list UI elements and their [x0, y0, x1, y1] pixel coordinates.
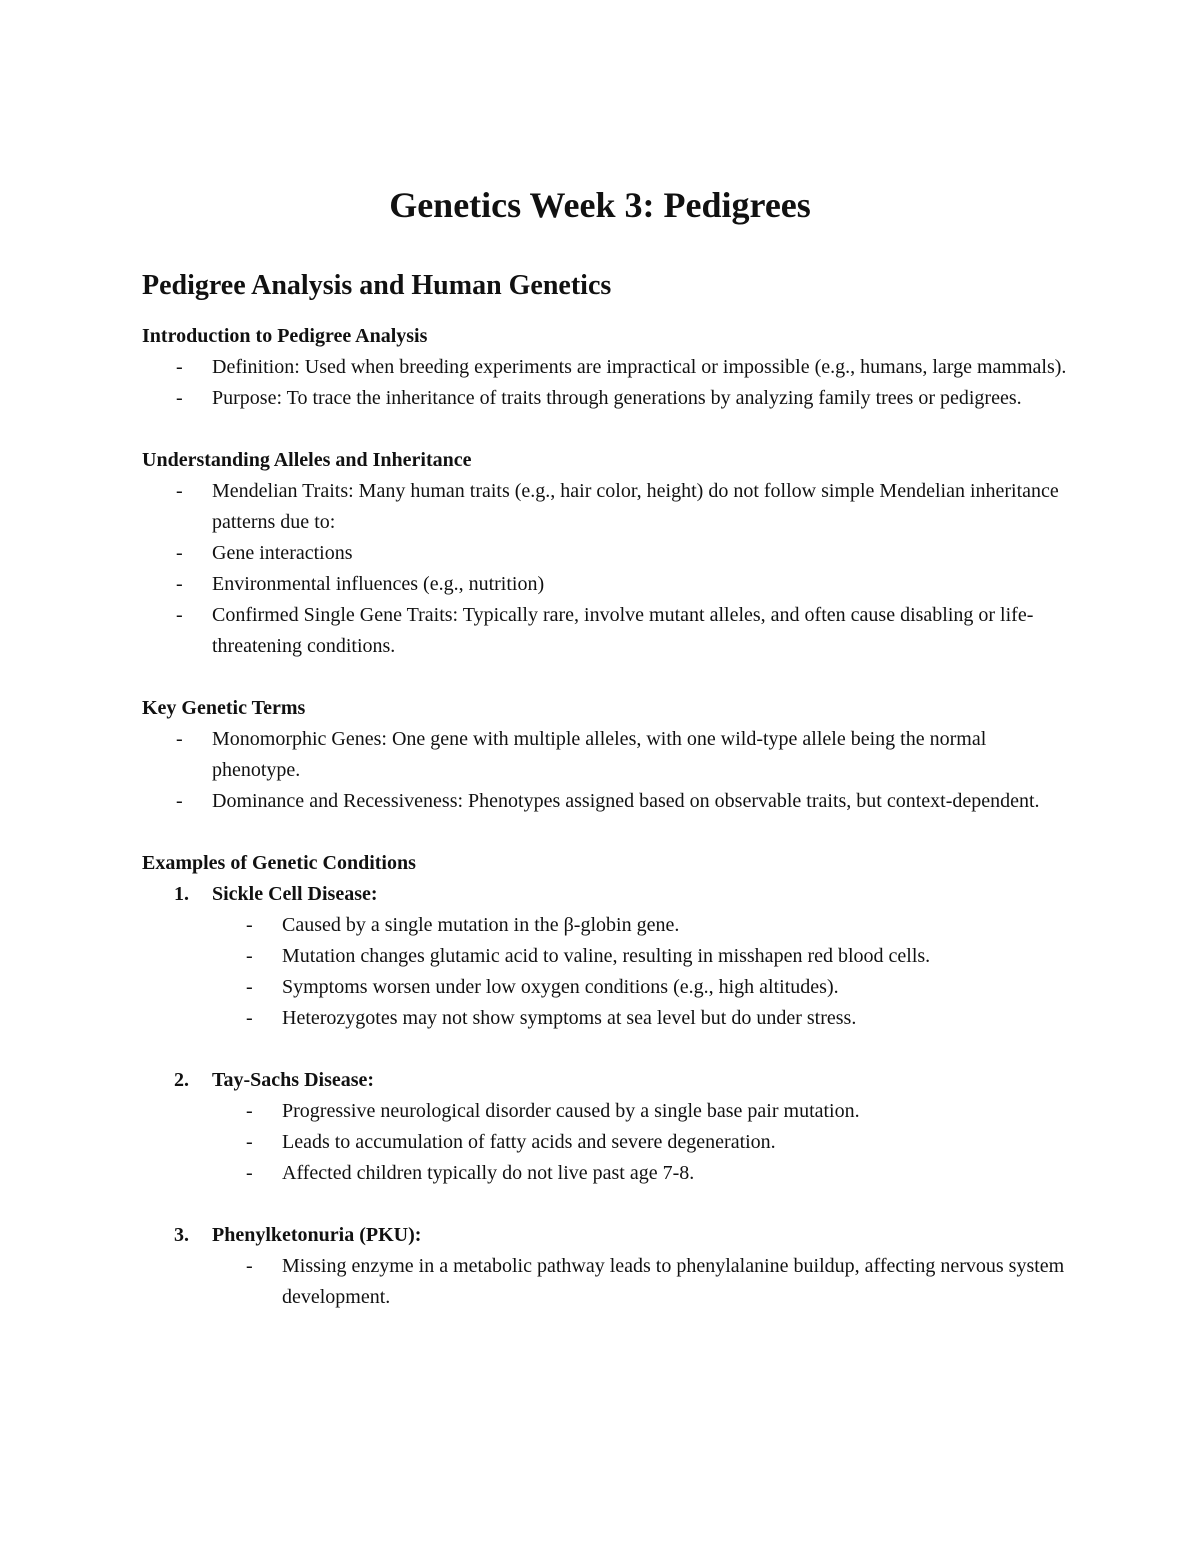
dash-bullet: -	[246, 1007, 253, 1029]
section-heading: Key Genetic Terms	[142, 697, 306, 719]
list-item	[142, 724, 1072, 786]
condition-number: 1.	[174, 883, 189, 905]
list-item-text: Gene interactions	[212, 542, 353, 564]
list-item	[142, 941, 1072, 972]
list-item	[142, 352, 1072, 383]
dash-bullet: -	[246, 945, 253, 967]
dash-bullet: -	[176, 790, 183, 812]
dash-bullet: -	[246, 1162, 253, 1184]
section-alleles-inheritance	[142, 445, 1072, 662]
list-item-text: Mutation changes glutamic acid to valine, resulting in misshapen red blood cells.	[282, 945, 931, 967]
list-item-text: Confirmed Single Gene Traits: Typically rare, involve mutant alleles, and often cause disabling or life-threatening conditions.	[212, 604, 1034, 657]
document-title: Genetics Week 3: Pedigrees	[389, 185, 811, 225]
list-item	[142, 1127, 1072, 1158]
section-heading: Understanding Alleles and Inheritance	[142, 449, 472, 471]
condition-sickle-cell	[142, 879, 1072, 1034]
list-item-text: Environmental influences (e.g., nutrition)	[212, 573, 545, 595]
condition-number: 2.	[174, 1069, 189, 1091]
list-item-text: Definition: Used when breeding experiments are impractical or impossible (e.g., humans, large mammals).	[212, 356, 1067, 378]
section-intro-pedigree	[142, 321, 1072, 414]
condition-name: Sickle Cell Disease:	[212, 883, 378, 905]
list-item-text: Purpose: To trace the inheritance of traits through generations by analyzing family trees or pedigrees.	[212, 387, 1022, 409]
list-item-text: Caused by a single mutation in the β-globin gene.	[282, 914, 680, 936]
list-item-text: Progressive neurological disorder caused by a single base pair mutation.	[282, 1100, 860, 1122]
dash-bullet: -	[176, 356, 183, 378]
bullet-list	[142, 910, 1072, 1034]
dash-bullet: -	[176, 604, 183, 626]
dash-bullet: -	[246, 914, 253, 936]
list-item	[142, 383, 1072, 414]
list-item	[142, 972, 1072, 1003]
list-item	[142, 600, 1072, 662]
condition-title	[142, 1065, 1072, 1096]
list-item-text: Symptoms worsen under low oxygen conditions (e.g., high altitudes).	[282, 976, 839, 998]
dash-bullet: -	[176, 387, 183, 409]
condition-tay-sachs	[142, 1065, 1072, 1189]
list-item-text: Heterozygotes may not show symptoms at sea level but do under stress.	[282, 1007, 857, 1029]
bullet-list	[142, 1096, 1072, 1189]
condition-title	[142, 879, 1072, 910]
condition-name: Tay-Sachs Disease:	[212, 1069, 375, 1091]
condition-number: 3.	[174, 1224, 189, 1246]
section-examples	[142, 848, 1072, 1313]
dash-bullet: -	[176, 542, 183, 564]
list-item-text: Mendelian Traits: Many human traits (e.g., hair color, height) do not follow simple Mendelian inheritance patterns due to:	[212, 480, 1059, 533]
dash-bullet: -	[246, 1131, 253, 1153]
bullet-list	[142, 724, 1072, 817]
section-heading: Examples of Genetic Conditions	[142, 852, 416, 874]
dash-bullet: -	[246, 1255, 253, 1277]
section-key-terms	[142, 693, 1072, 817]
list-item	[142, 786, 1072, 817]
bullet-list	[142, 352, 1072, 414]
dash-bullet: -	[246, 976, 253, 998]
list-item-text: Missing enzyme in a metabolic pathway leads to phenylalanine buildup, affecting nervous system development.	[282, 1255, 1065, 1308]
conditions-list	[142, 879, 1072, 1313]
dash-bullet: -	[246, 1100, 253, 1122]
list-item-text: Leads to accumulation of fatty acids and severe degeneration.	[282, 1131, 776, 1153]
bullet-list	[142, 1251, 1072, 1313]
list-item	[142, 910, 1072, 941]
list-item	[142, 1096, 1072, 1127]
main-heading: Pedigree Analysis and Human Genetics	[142, 270, 612, 301]
condition-title	[142, 1220, 1072, 1251]
condition-name: Phenylketonuria (PKU):	[212, 1224, 422, 1246]
list-item-text: Affected children typically do not live past age 7-8.	[282, 1162, 695, 1184]
list-item-text: Monomorphic Genes: One gene with multiple alleles, with one wild-type allele being the normal phenotype.	[212, 728, 987, 781]
list-item	[142, 538, 1072, 569]
list-item	[142, 1158, 1072, 1189]
bullet-list	[142, 476, 1072, 662]
list-item-text: Dominance and Recessiveness: Phenotypes assigned based on observable traits, but context-dependent.	[212, 790, 1040, 812]
dash-bullet: -	[176, 573, 183, 595]
dash-bullet: -	[176, 480, 183, 502]
document-body	[142, 321, 1072, 1313]
list-item	[142, 1003, 1072, 1034]
section-heading: Introduction to Pedigree Analysis	[142, 325, 428, 347]
list-item	[142, 476, 1072, 538]
list-item	[142, 569, 1072, 600]
list-item	[142, 1251, 1072, 1313]
dash-bullet: -	[176, 728, 183, 750]
condition-pku	[142, 1220, 1072, 1313]
